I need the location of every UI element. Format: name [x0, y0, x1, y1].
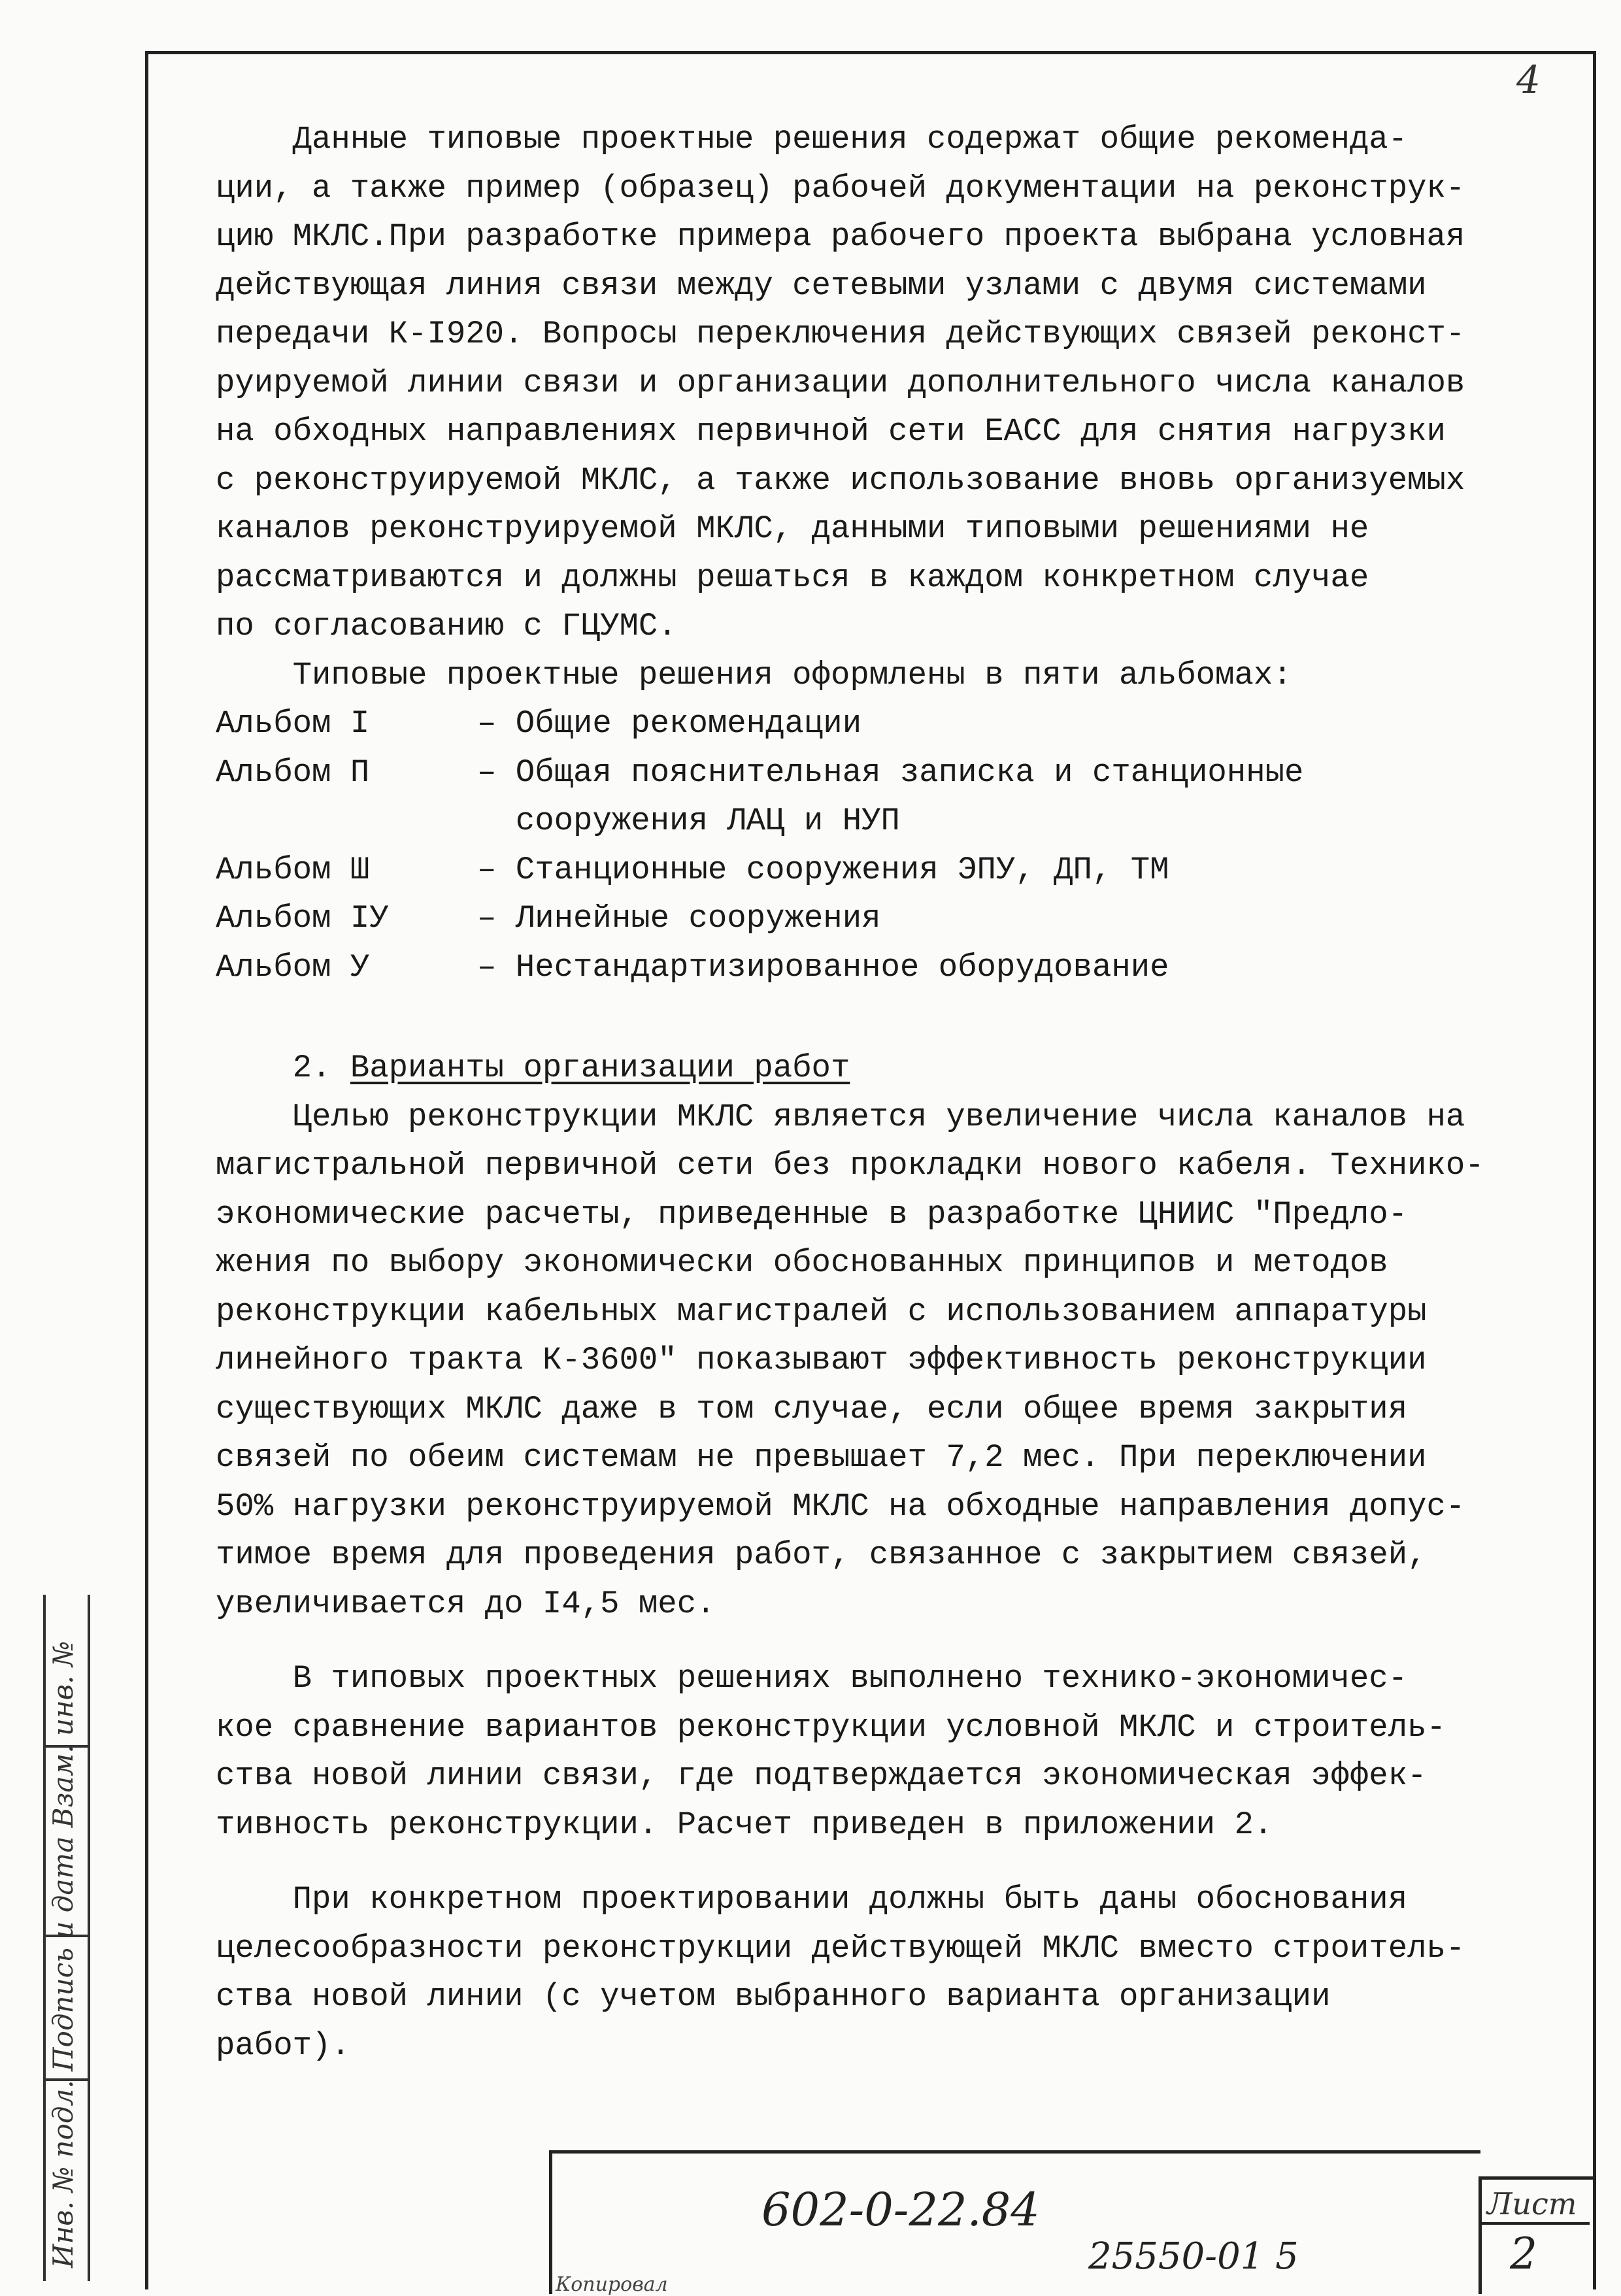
side-stamp-text: Инв. № подл. Подпись и дата Взам. инв. № [47, 1640, 79, 2268]
album-item [216, 943, 1556, 992]
album-description [477, 943, 1169, 992]
justification-paragraph [216, 1875, 1556, 2070]
serial-number: 25550-01 5 [1088, 2235, 1299, 2278]
album-description-line: – Общая пояснительная записка и станционные [477, 754, 1304, 791]
album-name: Альбом Ш [216, 851, 370, 888]
text-line: Целью реконструкции МКЛС является увеличение числа каналов на [216, 1098, 1465, 1135]
album-name: Альбом У [216, 948, 370, 986]
text-line: работ). [216, 2027, 350, 2064]
text-line: рассматриваются и должны решаться в каждом конкретном случае [216, 559, 1369, 596]
sheet-label: Лист [1487, 2186, 1577, 2221]
sheet-divider [1479, 2222, 1590, 2225]
text-line: ства новой линии связи, где подтверждается экономическая эффек- [216, 1757, 1427, 1794]
text-line: экономические расчеты, приведенные в разработке ЦНИИС "Предло- [216, 1195, 1408, 1233]
text-line: линейного тракта К-3600" показывают эффективность реконструкции [216, 1342, 1427, 1378]
text-line: ства новой линии (с учетом выбранного варианта организации [216, 1978, 1331, 2015]
album-name: Альбом I [216, 705, 370, 742]
text-line: тивность реконструкции. Расчет приведен в приложении 2. [216, 1806, 1273, 1843]
album-name: Альбом П [216, 754, 370, 791]
album-description-line: – Линейные сооружения [477, 900, 881, 937]
text-line: В типовых проектных решениях выполнено технико-экономичес- [216, 1660, 1408, 1697]
album-description [477, 846, 1169, 895]
text-line: цию МКЛС.При разработке примера рабочего проекта выбрана условная [216, 218, 1465, 255]
text-line: увеличивается до I4,5 мес. [216, 1585, 716, 1622]
album-description [477, 894, 881, 943]
album-description-line: сооружения ЛАЦ и НУП [477, 803, 900, 839]
copied-by-label: Копировал [556, 2273, 668, 2296]
text-line: ции, а также пример (образец) рабочей документации на реконструк- [216, 169, 1465, 207]
text-line: действующая линия связи между сетевыми узлами с двумя системами [216, 267, 1427, 304]
text-line: Данные типовые проектные решения содержат общие рекомендa- [216, 121, 1408, 158]
comparison-paragraph [216, 1654, 1556, 1849]
intro-paragraph [216, 115, 1556, 651]
text-line: на обходных направлениях первичной сети ЕАСС для снятия нагрузки [216, 413, 1446, 450]
document-code: 602-0-22.84 [761, 2183, 1040, 2237]
text-line: жения по выбору экономически обоснованных принципов и методов [216, 1244, 1388, 1281]
text-line: магистральной первичной сети без прокладки нового кабеля. Технико- [216, 1147, 1484, 1184]
text-line: с реконструируемой МКЛС, а также использование вновь организуемых [216, 461, 1465, 499]
section-title: Варианты организации работ [350, 1050, 850, 1086]
text-line: целесообразности реконструкции действующей МКЛС вместо строитель- [216, 1929, 1465, 1967]
section-paragraph [216, 1093, 1556, 1629]
album-description [477, 748, 1303, 846]
album-description-line: – Станционные сооружения ЭПУ, ДП, ТМ [477, 851, 1169, 888]
albums-intro: Типовые проектные решения оформлены в пяти альбомах: [216, 656, 1292, 693]
text-line: кое сравнение вариантов реконструкции условной МКЛС и строитель- [216, 1708, 1446, 1746]
album-item [216, 699, 1556, 748]
album-description-line: – Нестандартизированное оборудование [477, 948, 1169, 986]
album-description-line: – Общие рекомендации [477, 705, 862, 742]
text-line: существующих МКЛС даже в том случае, если общее время закрытия [216, 1390, 1408, 1427]
text-line: 50% нагрузки реконструируемой МКЛС на обходные направления допус- [216, 1488, 1465, 1525]
text-line: тимое время для проведения работ, связанное с закрытием связей, [216, 1537, 1427, 1573]
text-line: каналов реконструируемой МКЛС, данными типовыми решениями не [216, 510, 1369, 547]
text-line: руируемой линии связи и организации дополнительного числа каналов [216, 364, 1465, 401]
page-mark: 4 [1516, 58, 1541, 102]
album-item [216, 748, 1556, 846]
text-line: связей по обеим системам не превышает 7,2 мес. При переключении [216, 1439, 1427, 1476]
section-number: 2. [216, 1050, 350, 1086]
sheet-number: 2 [1510, 2229, 1537, 2279]
section-heading [216, 1044, 1556, 1093]
albums-list [216, 699, 1556, 991]
album-name: Альбом IУ [216, 900, 389, 937]
text-line: реконструкции кабельных магистралей с использованием аппаратуры [216, 1293, 1427, 1330]
album-item [216, 846, 1556, 895]
text-line: При конкретном проектировании должны быть даны обоснования [216, 1881, 1408, 1918]
album-description [477, 699, 861, 748]
text-line: передачи К-I920. Вопросы переключения действующих связей реконст- [216, 316, 1465, 352]
document-body [216, 115, 1556, 2070]
text-line: по согласованию с ГЦУМС. [216, 608, 677, 644]
album-item [216, 894, 1556, 943]
